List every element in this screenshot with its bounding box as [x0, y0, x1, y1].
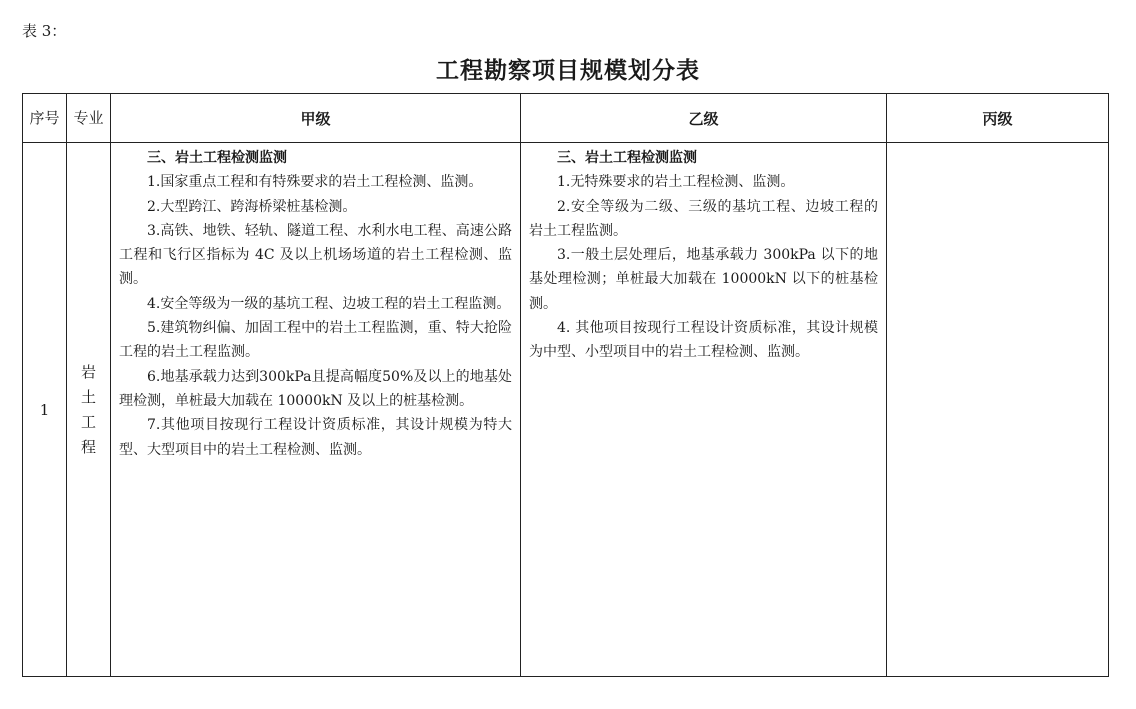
header-major: 专业 [67, 94, 111, 143]
header-seq: 序号 [23, 94, 67, 143]
grade-a-item: 6.地基承载力达到300kPa且提高幅度50%及以上的地基处理检测，单桩最大加载在 10000kN 及以上的桩基检测。 [119, 368, 512, 409]
header-grade-a: 甲级 [111, 94, 521, 143]
grade-b-heading: 三、岩土工程检测监测 [557, 150, 697, 166]
row-seq: 1 [23, 143, 67, 677]
table-label: 表 3： [22, 22, 67, 40]
header-row [23, 94, 1109, 143]
grade-b-cell [521, 143, 887, 677]
grade-b-item: 4. 其他项目按现行工程设计资质标准，其设计规模为中型、小型项目中的岩土工程检测、监测。 [529, 320, 878, 361]
header-grade-c: 丙级 [887, 94, 1109, 143]
row-major: 岩土工程 [67, 143, 111, 677]
grade-a-item: 3.高铁、地铁、轻轨、隧道工程、水利水电工程、高速公路工程和飞行区指标为 4C 及以上机场场道的岩土工程检测、监测。 [119, 222, 512, 288]
grade-b-item: 3.一般土层处理后，地基承载力 300kPa 以下的地基处理检测；单桩最大加载在 10000kN 以下的桩基检测。 [529, 247, 878, 312]
grade-a-cell [111, 143, 521, 677]
grade-a-item: 5.建筑物纠偏、加固工程中的岩土工程监测，重、特大抢险工程的岩土工程监测。 [119, 320, 512, 361]
grade-c-cell [887, 143, 1109, 677]
grade-a-item: 4.安全等级为一级的基坑工程、边坡工程的岩土工程监测。 [147, 295, 511, 312]
grade-b-item: 1.无特殊要求的岩土工程检测、监测。 [557, 174, 795, 191]
header-grade-b: 乙级 [521, 94, 887, 143]
grade-a-item: 1.国家重点工程和有特殊要求的岩土工程检测、监测。 [147, 174, 483, 191]
grade-a-heading: 三、岩土工程检测监测 [147, 150, 287, 166]
scale-table [22, 93, 1109, 677]
grade-b-item: 2.安全等级为二级、三级的基坑工程、边坡工程的岩土工程监测。 [529, 198, 878, 239]
grade-a-item: 2.大型跨江、跨海桥梁桩基检测。 [147, 198, 357, 215]
page-title: 工程勘察项目规模划分表 [436, 58, 700, 84]
table-row [23, 143, 1109, 677]
grade-a-item: 7.其他项目按现行工程设计资质标准，其设计规模为特大型、大型项目中的岩土工程检测、监测。 [119, 417, 512, 458]
